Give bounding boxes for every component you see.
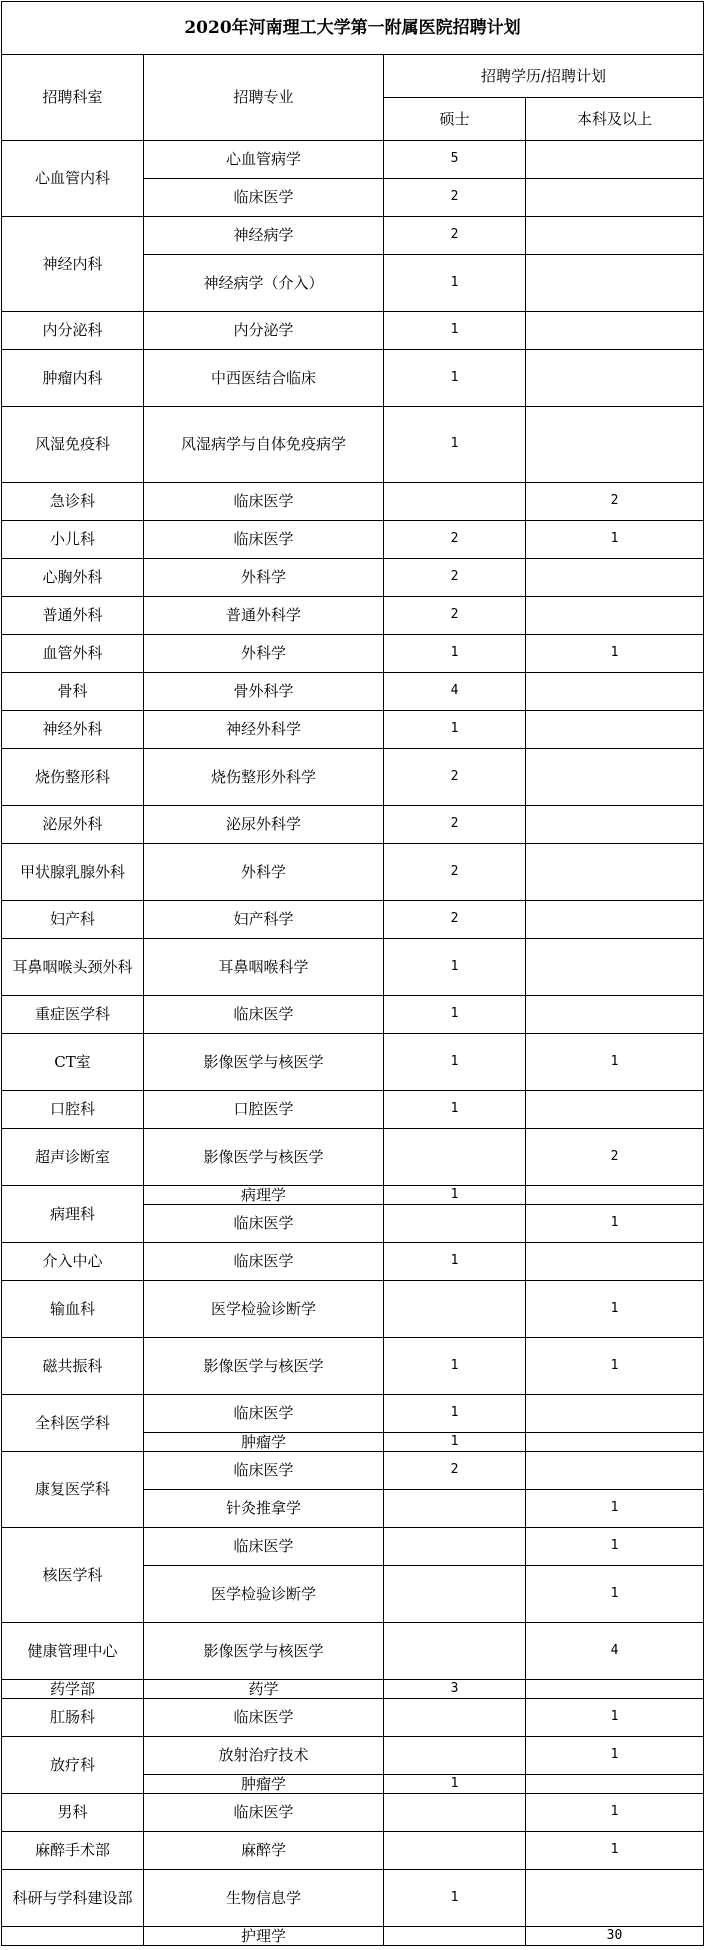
bachelor-count-cell [526,1091,704,1129]
master-count-cell [384,1699,526,1737]
master-count-cell: 1 [384,1395,526,1433]
master-count-cell [384,1129,526,1186]
dept-cell: 康复医学科 [2,1452,144,1528]
dept-cell: 放疗科 [2,1737,144,1794]
major-cell: 骨外科学 [144,673,384,711]
dept-cell: 男科 [2,1794,144,1832]
dept-cell: 妇产科 [2,901,144,939]
table-row [2,1623,704,1680]
master-count-cell: 2 [384,1452,526,1490]
table-row [2,1528,704,1566]
bachelor-count-cell [526,1870,704,1927]
bachelor-count-cell: 1 [526,1528,704,1566]
bachelor-count-cell [526,407,704,483]
table-row [2,217,704,255]
dept-cell: 心血管内科 [2,141,144,217]
header-plan: 招聘学历/招聘计划 [384,55,704,98]
table-row [2,1794,704,1832]
master-count-cell: 2 [384,806,526,844]
bachelor-count-cell [526,996,704,1034]
dept-cell: 磁共振科 [2,1338,144,1395]
bachelor-count-cell [526,559,704,597]
header-bachelor: 本科及以上 [526,98,704,141]
dept-cell: 普通外科 [2,597,144,635]
bachelor-count-cell: 4 [526,1623,704,1680]
bachelor-count-cell: 1 [526,635,704,673]
major-cell: 神经外科学 [144,711,384,749]
table-row [2,996,704,1034]
dept-cell: 小儿科 [2,521,144,559]
bachelor-count-cell [526,141,704,179]
master-count-cell [384,483,526,521]
table-row [2,1091,704,1129]
major-cell: 麻醉学 [144,1832,384,1870]
table-row [2,1395,704,1433]
master-count-cell: 1 [384,1034,526,1091]
bachelor-count-cell [526,901,704,939]
bachelor-count-cell [526,711,704,749]
major-cell: 心血管病学 [144,141,384,179]
master-count-cell: 1 [384,312,526,350]
master-count-cell: 1 [384,1433,526,1452]
master-count-cell [384,1205,526,1243]
major-cell: 外科学 [144,844,384,901]
dept-cell: 麻醉手术部 [2,1832,144,1870]
major-cell: 临床医学 [144,996,384,1034]
dept-cell: 甲状腺乳腺外科 [2,844,144,901]
major-cell: 外科学 [144,559,384,597]
table-row [2,1832,704,1870]
bachelor-count-cell: 1 [526,1566,704,1623]
bachelor-count-cell [526,939,704,996]
major-cell: 内分泌学 [144,312,384,350]
bachelor-count-cell [526,597,704,635]
major-cell: 临床医学 [144,1395,384,1433]
dept-cell: 烧伤整形科 [2,749,144,806]
dept-cell: 血管外科 [2,635,144,673]
table-row [2,1338,704,1395]
bachelor-count-cell: 1 [526,1794,704,1832]
major-cell: 临床医学 [144,1243,384,1281]
master-count-cell: 2 [384,217,526,255]
dept-cell: 药学部 [2,1680,144,1699]
dept-cell: 急诊科 [2,483,144,521]
bachelor-count-cell [526,217,704,255]
master-count-cell: 2 [384,597,526,635]
major-cell: 中西医结合临床 [144,350,384,407]
major-cell: 普通外科学 [144,597,384,635]
table-row [2,901,704,939]
header-major: 招聘专业 [144,55,384,141]
header-row [2,55,704,98]
major-cell: 神经病学 [144,217,384,255]
major-cell: 耳鼻咽喉科学 [144,939,384,996]
bachelor-count-cell [526,1243,704,1281]
major-cell: 医学检验诊断学 [144,1566,384,1623]
table-row [2,806,704,844]
major-cell: 泌尿外科学 [144,806,384,844]
table-row [2,1186,704,1205]
bachelor-count-cell [526,1186,704,1205]
master-count-cell [384,1794,526,1832]
table-row [2,1034,704,1091]
major-cell: 临床医学 [144,1699,384,1737]
master-count-cell [384,1832,526,1870]
master-count-cell [384,1490,526,1528]
table-row [2,939,704,996]
table-row [2,1870,704,1927]
master-count-cell [384,1927,526,1946]
major-cell: 临床医学 [144,1794,384,1832]
bachelor-count-cell [526,673,704,711]
bachelor-count-cell: 1 [526,1034,704,1091]
table-row [2,1243,704,1281]
major-cell: 影像医学与核医学 [144,1338,384,1395]
master-count-cell: 2 [384,559,526,597]
table-row [2,1281,704,1338]
dept-cell: 风湿免疫科 [2,407,144,483]
major-cell: 风湿病学与自体免疫病学 [144,407,384,483]
master-count-cell [384,1623,526,1680]
dept-cell: 肿瘤内科 [2,350,144,407]
major-cell: 影像医学与核医学 [144,1623,384,1680]
major-cell: 临床医学 [144,1205,384,1243]
major-cell: 医学检验诊断学 [144,1281,384,1338]
dept-cell: CT室 [2,1034,144,1091]
master-count-cell: 1 [384,1186,526,1205]
major-cell: 外科学 [144,635,384,673]
major-cell: 放射治疗技术 [144,1737,384,1775]
bachelor-count-cell [526,1433,704,1452]
master-count-cell: 1 [384,350,526,407]
master-count-cell: 1 [384,1243,526,1281]
bachelor-count-cell: 1 [526,1699,704,1737]
bachelor-count-cell [526,350,704,407]
table-row [2,635,704,673]
master-count-cell: 2 [384,521,526,559]
dept-cell: 介入中心 [2,1243,144,1281]
dept-cell: 内分泌科 [2,312,144,350]
dept-cell [2,1927,144,1946]
master-count-cell: 1 [384,711,526,749]
bachelor-count-cell: 1 [526,1832,704,1870]
bachelor-count-cell: 1 [526,1205,704,1243]
bachelor-count-cell [526,255,704,312]
dept-cell: 神经外科 [2,711,144,749]
table-row [2,844,704,901]
table-row [2,1737,704,1775]
dept-cell: 科研与学科建设部 [2,1870,144,1927]
major-cell: 妇产科学 [144,901,384,939]
bachelor-count-cell: 1 [526,1338,704,1395]
title-row [2,2,704,55]
table-row [2,312,704,350]
master-count-cell [384,1566,526,1623]
major-cell: 病理学 [144,1186,384,1205]
major-cell: 针灸推拿学 [144,1490,384,1528]
major-cell: 神经病学（介入） [144,255,384,312]
master-count-cell [384,1737,526,1775]
table-row [2,559,704,597]
bachelor-count-cell: 30 [526,1927,704,1946]
dept-cell: 核医学科 [2,1528,144,1623]
master-count-cell: 1 [384,255,526,312]
table-row [2,1927,704,1946]
bachelor-count-cell [526,1452,704,1490]
master-count-cell [384,1281,526,1338]
dept-cell: 健康管理中心 [2,1623,144,1680]
dept-cell: 耳鼻咽喉头颈外科 [2,939,144,996]
major-cell: 影像医学与核医学 [144,1129,384,1186]
dept-cell: 泌尿外科 [2,806,144,844]
major-cell: 生物信息学 [144,1870,384,1927]
dept-cell: 超声诊断室 [2,1129,144,1186]
table-row [2,350,704,407]
master-count-cell: 4 [384,673,526,711]
table-row [2,1452,704,1490]
bachelor-count-cell: 1 [526,521,704,559]
bachelor-count-cell [526,312,704,350]
table-row [2,597,704,635]
bachelor-count-cell [526,179,704,217]
master-count-cell: 2 [384,901,526,939]
major-cell: 烧伤整形外科学 [144,749,384,806]
table-row [2,1680,704,1699]
bachelor-count-cell: 2 [526,483,704,521]
major-cell: 肿瘤学 [144,1433,384,1452]
bachelor-count-cell: 1 [526,1281,704,1338]
dept-cell: 重症医学科 [2,996,144,1034]
major-cell: 肿瘤学 [144,1775,384,1794]
major-cell: 临床医学 [144,483,384,521]
major-cell: 临床医学 [144,1528,384,1566]
dept-cell: 心胸外科 [2,559,144,597]
master-count-cell: 1 [384,1338,526,1395]
major-cell: 临床医学 [144,179,384,217]
table-row [2,711,704,749]
header-dept: 招聘科室 [2,55,144,141]
major-cell: 临床医学 [144,1452,384,1490]
master-count-cell: 2 [384,749,526,806]
table-title: 2020年河南理工大学第一附属医院招聘计划 [2,2,704,55]
major-cell: 药学 [144,1680,384,1699]
master-count-cell: 1 [384,996,526,1034]
table-row [2,749,704,806]
dept-cell: 全科医学科 [2,1395,144,1452]
master-count-cell: 1 [384,407,526,483]
bachelor-count-cell: 2 [526,1129,704,1186]
dept-cell: 神经内科 [2,217,144,312]
bachelor-count-cell [526,1680,704,1699]
bachelor-count-cell [526,1395,704,1433]
master-count-cell [384,1528,526,1566]
dept-cell: 口腔科 [2,1091,144,1129]
master-count-cell: 2 [384,179,526,217]
dept-cell: 肛肠科 [2,1699,144,1737]
master-count-cell: 1 [384,1775,526,1794]
table-row [2,483,704,521]
table-row [2,673,704,711]
bachelor-count-cell [526,1775,704,1794]
bachelor-count-cell: 1 [526,1490,704,1528]
recruitment-plan-table [1,1,704,1946]
master-count-cell: 1 [384,635,526,673]
master-count-cell: 1 [384,939,526,996]
dept-cell: 骨科 [2,673,144,711]
major-cell: 口腔医学 [144,1091,384,1129]
table-row [2,1129,704,1186]
table-row [2,141,704,179]
bachelor-count-cell [526,844,704,901]
table-row [2,521,704,559]
master-count-cell: 3 [384,1680,526,1699]
table-row [2,407,704,483]
header-master: 硕士 [384,98,526,141]
major-cell: 临床医学 [144,521,384,559]
bachelor-count-cell [526,749,704,806]
table-row [2,1699,704,1737]
master-count-cell: 2 [384,844,526,901]
major-cell: 影像医学与核医学 [144,1034,384,1091]
master-count-cell: 1 [384,1870,526,1927]
master-count-cell: 5 [384,141,526,179]
dept-cell: 病理科 [2,1186,144,1243]
bachelor-count-cell [526,806,704,844]
major-cell: 护理学 [144,1927,384,1946]
master-count-cell: 1 [384,1091,526,1129]
dept-cell: 输血科 [2,1281,144,1338]
bachelor-count-cell: 1 [526,1737,704,1775]
